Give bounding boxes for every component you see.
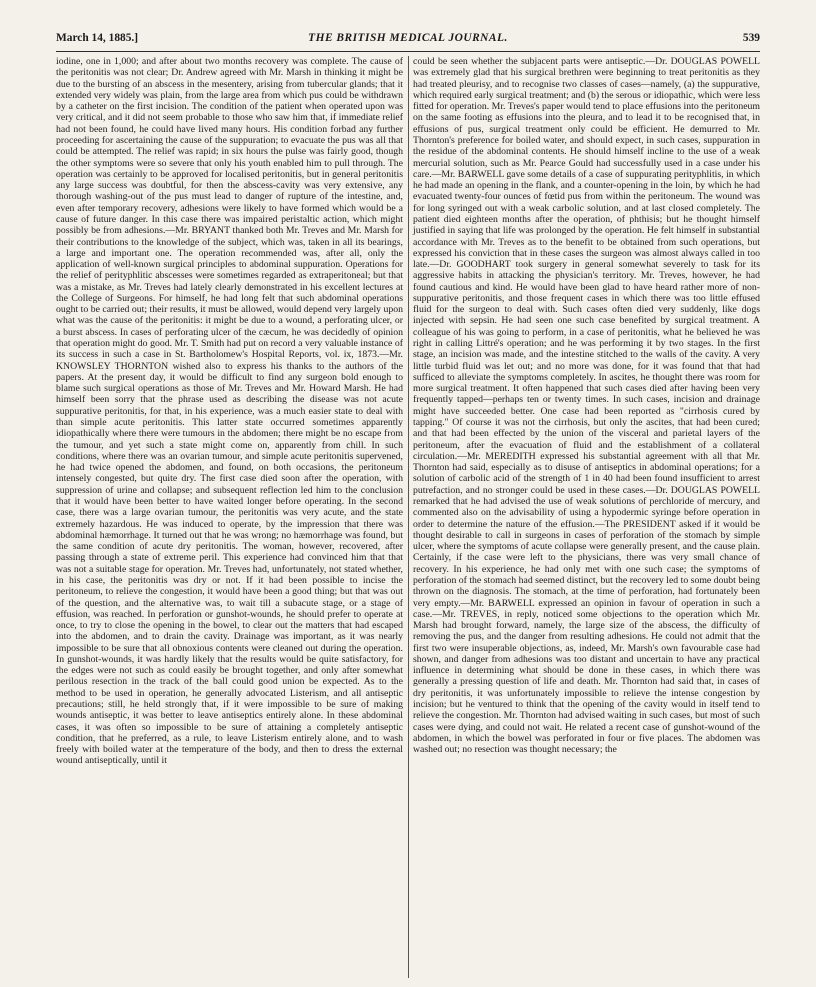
left-column — [56, 56, 403, 767]
column-divider — [408, 56, 409, 978]
header-rule — [56, 51, 760, 52]
page-header — [56, 32, 760, 50]
issue-date: March 14, 1885.] — [56, 32, 139, 44]
journal-title: THE BRITISH MEDICAL JOURNAL. — [308, 32, 508, 44]
left-column-text: iodine, one in 1,000; and after about two months recovery was complete. The cause of the peritonitis was not clear; Dr. Andrew agreed with Mr. Marsh in thinking it might be due to the bursting of an abscess in the mesentery, arising from tubercular glands; that it extended very widely was plain, from the large area from which pus could be withdrawn by a catheter on the first incision. The condition of the patient when operated upon was very critical, and it did not seem probable to those who saw him that, if immediate relief had not been found, he could have lived many hours. His condition forbad any further proceeding for ascertaining the cause of the suppuration; to evacuate the pus was all that could be attempted. The relief was rapid; in six hours the pulse was fairly good, though the other symptoms were so severe that only his youth enabled him to pull through. The operation was certainly to be approved for localised peritonitis, but in general peritonitis any large success was doubtful, for then the abscess-cavity was very extensive, any thorough washing-out of the pus must lead to danger of rupture of the intestine, and, even after temporary recovery, adhesions were likely to have formed which would be a cause of future danger. In this case there was impaired peristaltic action, which might possibly be from adhesions.—Mr. BRYANT thanked both Mr. Treves and Mr. Marsh for their contributions to the knowledge of the subject, which was, taken in all its bearings, a large and important one. The operation recommended was, after all, only the application of well-known surgical principles to abdominal suppuration. Operations for the relief of perityphlitic abscesses were sometimes regarded as extraperitoneal; but that was a mistake, as Mr. Treves had lately clearly demonstrated in his excellent lectures at the College of Surgeons. For himself, he had long felt that such abdominal operations ought to be carried out; their results, it must be allowed, would depend very largely upon what was the cause of the peritonitis: it might be due to a wound, a perforating ulcer, or a burst abscess. In cases of perforating ulcer of the cæcum, he was decidedly of opinion that operation might do good. Mr. T. Smith had put on record a very valuable instance of its success in such a case in St. Bartholomew's Hospital Reports, vol. ix, 1873.—Mr. KNOWSLEY THORNTON wished also to express his thanks to the authors of the papers. At the present day, it would be difficult to find any surgeon bold enough to blame such surgical operations as those of Mr. Treves and Mr. Howard Marsh. He had himself been sorry that the phrase used as describing the disease was not acute suppurative peritonitis, for that, in his experience, was a much easier state to deal with than simple acute peritonitis. This latter state occurred sometimes apparently idiopathically where there were tumours in the abdomen; there might be no escape from the tumour, and yet such a state might come on, apparently from chill. In such conditions, where there was an ovarian tumour, and simple acute peritonitis supervened, he had twice opened the abdomen, and found, on both occasions, the peritoneum intensely congested, but quite dry. The first case died soon after the operation, with suppression of urine and collapse; and subsequent reflection led him to the conclusion that it would have been better to have waited longer before operating. In the second case, there was a large ovarian tumour, the peritonitis was very acute, and the state extremely hazardous. He was induced to operate, by the impression that there was abdominal hæmorrhage. It turned out that he was wrong; no hæmorrhage was found, but the same condition of acute dry peritonitis. The woman, however, recovered, after passing through a state of extreme peril. This experience had convinced him that that was not a suitable stage for operation. Mr. Treves had, unfortunately, not stated whether, in his case, the peritonitis was dry or not. If it had been possible to incise the peritoneum, to relieve the congestion, it would have been a good thing; but that was out of the question, and the alternative was, to wait till a subacute stage, or a stage of effusion, was reached. In perforation or gunshot-wounds, he should prefer to operate at once, to try to close the opening in the bowel, to clear out the matters that had escaped into the abdomen, and to drain the cavity. Drainage was important, as it was nearly impossible to be sure that all obnoxious contents were cleaned out during the operation. In gunshot-wounds, it was hardly likely that the results would be quite satisfactory, for the edges were not such as could easily be brought together, and only after somewhat perilous resection in the track of the ball could good union be expected. As to the method to be used in operation, he generally advocated Listerism, and all antiseptic precautions; still, he held strongly that, if it were impossible to be sure of making wounds antiseptic, it was better to leave antiseptics entirely alone. In these abdominal cases, it was often so impossible to be sure of attaining a completely antiseptic condition, that he preferred, as a rule, to leave Listerism entirely alone, and to wash freely with boiled water at the temperature of the body, and then to dress the external wound antiseptically, until it — [56, 56, 403, 767]
right-column — [413, 56, 760, 755]
right-column-text: could be seen whether the subjacent parts were antiseptic.—Dr. DOUGLAS POWELL was extremely glad that his surgical brethren were beginning to treat peritonitis as they had treated pleurisy, and to recognise two classes of cases—namely, (a) the suppurative, which required early surgical treatment; and (b) the serous or idiopathic, which were less fitted for operation. Mr. Treves's paper would tend to place effusions into the peritoneum on the same footing as effusions into the pleura, and to lead it to be recognised that, in effusions of pus, surgical treatment only could be efficient. He demurred to Mr. Thornton's preference for boiled water, and should expect, in such cases, suppuration in the residue of the abdominal contents. He should himself incline to the use of a weak mercurial solution, such as Mr. Pearce Gould had successfully used in a case under his care.—Mr. BARWELL gave some details of a case of suppurating perityphlitis, in which he had made an opening in the flank, and a counter-opening in the loin, by which he had evacuated twenty-four ounces of fœtid pus from within the peritoneum. The wound was for long syringed out with a weak carbolic solution, and at last closed completely. The patient died eighteen months after the operation, of phthisis; but he thought himself justified in saying that life was prolonged by the operation. He felt himself in substantial accordance with Mr. Treves as to the benefit to be obtained from such operations, but expressed his conviction that in these cases the surgeon was almost always called in too late.—Dr. GOODHART took surgery in general somewhat severely to task for its aggressive habits in attacking the physician's territory. Mr. Treves, however, he had found cautious and kind. He would have been glad to have heard rather more of non-suppurative peritonitis, and those frequent cases in which there was too little effused fluid for the surgeon to deal with. Such cases often died very suddenly, like dogs injected with sepsin. He had seen one such case benefited by surgical treatment. A colleague of his was going to perform, in a case of peritonitis, what he believed he was right in calling Littré's operation; and he was performing it by two stages. In the first stage, an incision was made, and the intestine stitched to the walls of the cavity. A very little turbid fluid was let out; and no more was done, for it was found that that had sufficed to alleviate the symptoms completely. In ascites, he thought there was room for more surgical treatment. It often happened that such cases died after having been very frequently tapped—perhaps ten or twenty times. In such cases, incision and drainage might have succeeded better. One case had been reported as "cirrhosis cured by tapping." Of course it was not the cirrhosis, but only the ascites, that had been cured; and that had been effected by the union of the visceral and parietal layers of the peritoneum, after the evacuation of fluid and the establishment of a collateral circulation.—Mr. MEREDITH expressed his substantial agreement with all that Mr. Thornton had said, especially as to disuse of antiseptics in abdominal operations; for a solution of carbolic acid of the strength of 1 in 40 had been found insufficient to arrest putrefaction, and no stronger could be used in these cases.—Dr. DOUGLAS POWELL remarked that he had advised the use of weak solutions of perchloride of mercury, and commented also on the advisability of using a hypodermic syringe before operation in order to determine the nature of the effusion.—The PRESIDENT asked if it would be thought desirable to call in surgeons in cases of perforation of the stomach by simple ulcer, where the symptoms of acute collapse were generally present, and the cause plain. Certainly, if the case were left to the physicians, there was very small chance of recovery. In his experience, he had only met with one such case; the symptoms of perforation of the stomach had seemed distinct, but the recovery led to some doubt being thrown on the diagnosis. The stomach, at the time of perforation, had fortunately been very empty.—Mr. BARWELL expressed an opinion in favour of operation in such a case.—Mr. TREVES, in reply, noticed some objections to the operation which Mr. Marsh had brought forward, namely, the large size of the abscess, the difficulty of removing the pus, and the danger from resulting adhesions. He could not admit that the first two were insuperable objections, as, indeed, Mr. Marsh's own favourable case had shown, and danger from adhesions was too distant and uncertain to have any practical influence in determining what should be done in these cases, in which there was generally a pressing question of life and death. Mr. Thornton had said that, in cases of dry peritonitis, it was unfortunately impossible to relieve the intense congestion by incision; but he ventured to think that the opening of the cavity would in itself tend to relieve the congestion. Mr. Thornton had advised waiting in such cases, but most of such cases were dying, and could not wait. He related a recent case of gunshot-wound of the abdomen, in which the bowel was perforated in four or five places. The abdomen was washed out; no resection was thought necessary; the — [413, 56, 760, 756]
page-number: 539 — [742, 32, 760, 44]
